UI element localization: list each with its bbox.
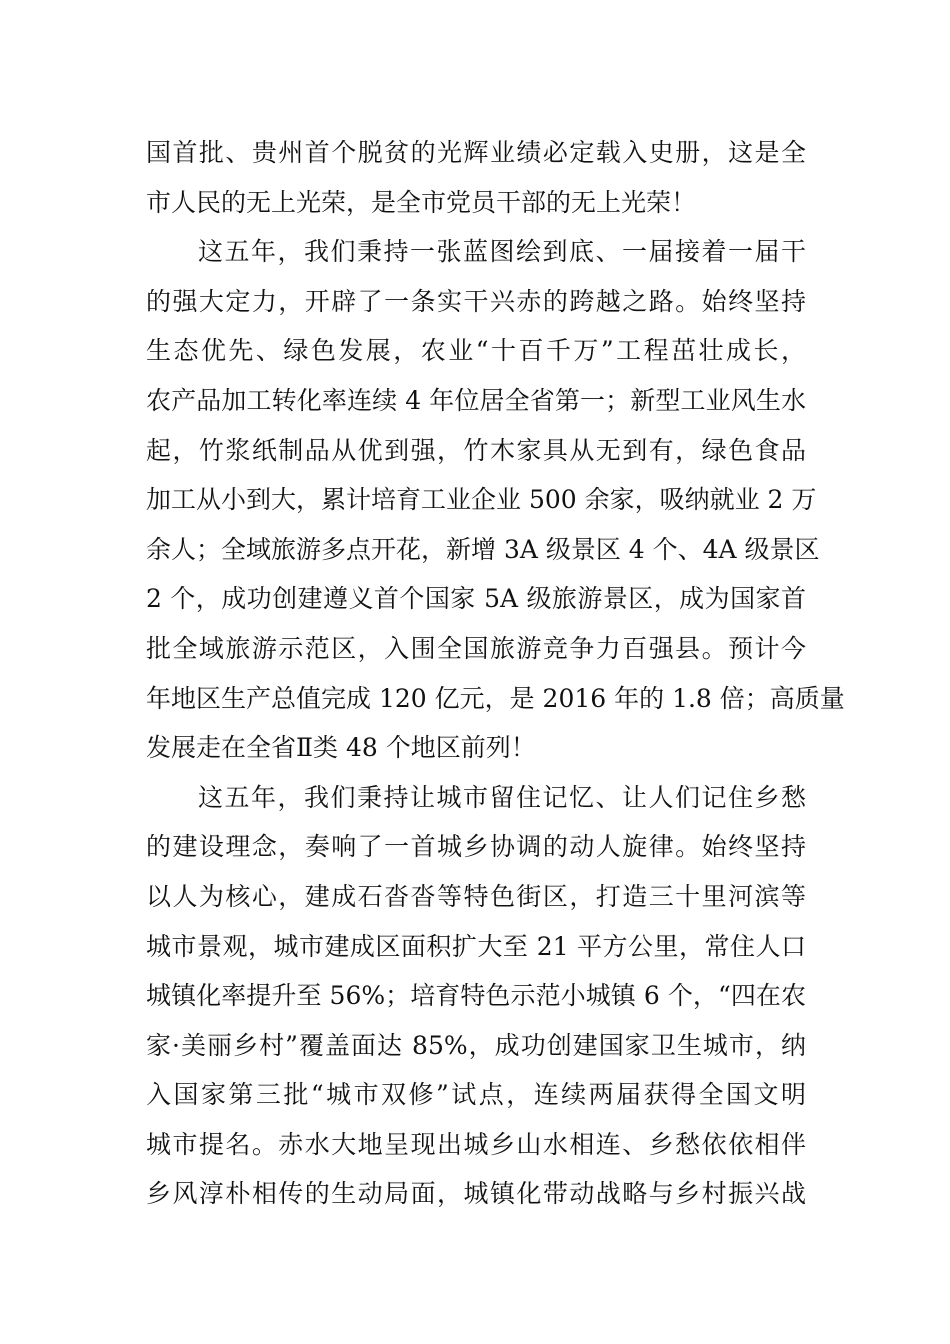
text-line: 这五年，我们秉持一张蓝图绘到底、一届接着一届干 (198, 237, 806, 267)
text-line: 这五年，我们秉持让城市留住记忆、让人们记住乡愁 (198, 782, 806, 812)
text-line: 以人为核心，建成石沓沓等特色街区，打造三十里河滨等 (146, 881, 806, 911)
text-line: 城镇化率提升至 56%；培育特色示范小城镇 6 个，“四在农 (146, 981, 806, 1011)
text-line: 发展走在全省Ⅱ类 48 个地区前列！ (146, 733, 536, 763)
text-line: 国首批、贵州首个脱贫的光辉业绩必定载入史册，这是全 (146, 138, 806, 167)
body-text (146, 128, 845, 1219)
text-line: 入国家第三批“城市双修”试点，连续两届获得全国文明 (146, 1080, 806, 1110)
text-line: 的强大定力，开辟了一条实干兴赤的跨越之路。始终坚持 (146, 286, 806, 316)
text-line: 家·美丽乡村”覆盖面达 85%，成功创建国家卫生城市，纳 (146, 1030, 806, 1060)
text-line: 批全域旅游示范区，入围全国旅游竞争力百强县。预计今 (146, 633, 806, 663)
text-line: 加工从小到大，累计培育工业企业 500 余家，吸纳就业 2 万 (146, 485, 817, 515)
text-line: 年地区生产总值完成 120 亿元，是 2016 年的 1.8 倍；高质量 (146, 683, 845, 713)
text-line: 城市景观，城市建成区面积扩大至 21 平方公里，常住人口 (146, 931, 806, 961)
text-line: 的建设理念，奏响了一首城乡协调的动人旋律。始终坚持 (146, 832, 806, 862)
text-line: 农产品加工转化率连续 4 年位居全省第一；新型工业风生水 (146, 385, 806, 415)
text-line: 起，竹浆纸制品从优到强，竹木家具从无到有，绿色食品 (146, 435, 806, 465)
text-line: 生态优先、绿色发展，农业“十百千万”工程茁壮成长， (146, 336, 806, 366)
text-line: 城市提名。赤水大地呈现出城乡山水相连、乡愁依依相伴 (146, 1129, 806, 1159)
text-line: 余人；全域旅游多点开花，新增 3A 级景区 4 个、4A 级景区 (146, 534, 820, 564)
text-line: 市人民的无上光荣，是全市党员干部的无上光荣！ (146, 187, 697, 217)
text-line: 2 个，成功创建遵义首个国家 5A 级旅游景区，成为国家首 (146, 584, 806, 614)
text-line: 乡风淳朴相传的生动局面，城镇化带动战略与乡村振兴战 (146, 1179, 806, 1209)
